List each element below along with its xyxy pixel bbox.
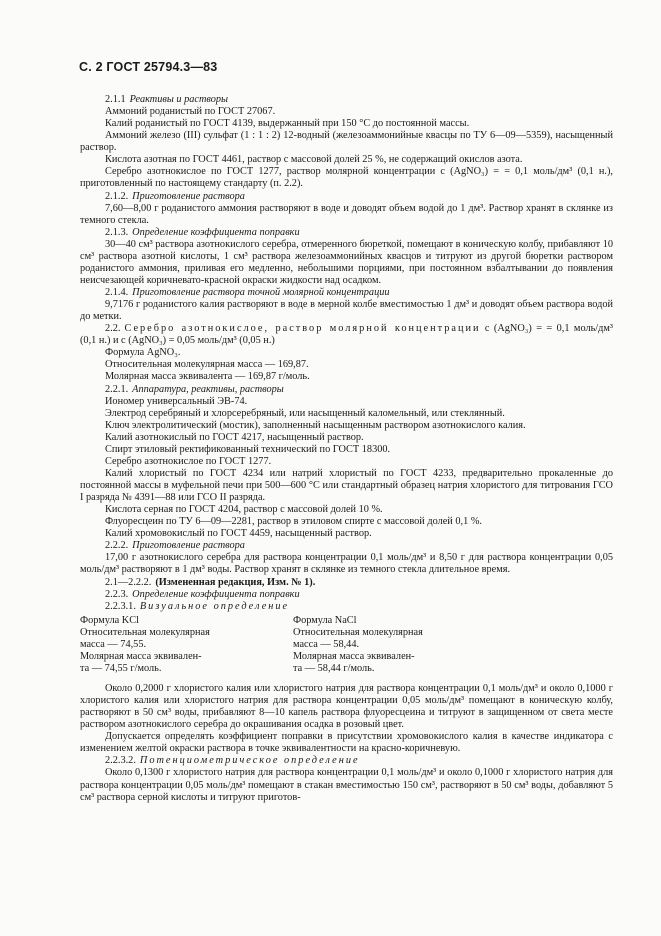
paragraph: Молярная масса эквивалента — 169,87 г/моль. bbox=[105, 371, 310, 383]
section-title: Определение коэффициента поправки bbox=[132, 226, 300, 238]
paragraph: Калий хлористый по ГОСТ 4234 или натрий хлористый по ГОСТ 4233, предварительно прокаленные до постоянной массы в муфельной печи при 500—600 °С или стандартный образец натрия хлористого для титрования ГСО I разряда № 4391—88 или ГСО II разряда. bbox=[80, 467, 613, 504]
paragraph: Калий азотнокислый по ГОСТ 4217, насыщенный раствор. bbox=[105, 431, 364, 443]
paragraph: 9,7176 г роданистого калия растворяют в воде в мерной колбе вместимостью 1 дм³ и доводят объем раствора водой до метки. bbox=[80, 299, 613, 323]
paragraph: Около 0,2000 г хлористого калия или хлористого натрия для раствора концентрации 0,1 моль/дм³ и около 0,1000 г хлористого калия или хлористого натрия для раствора концентрации 0,05 моль/дм³ помещают в коническую колбу, растворяют в 50 см³ воды, прибавляют 8—10 капель раствора флуоресцеина и титруют в защищенном от света месте раствором азотнокислого серебра до окрашивания осадка в розовый цвет. bbox=[80, 683, 613, 731]
kcl-line: Относительная молекулярная bbox=[80, 626, 210, 638]
section-number: 2.2.3. bbox=[105, 588, 129, 600]
paragraph: Около 0,1300 г хлористого натрия для раствора концентрации 0,1 моль/дм³ и около 0,1000 г хлористого натрия для раствора концентрации 0,05 моль/дм³ помещают в стакан вместимостью 150 см³, растворяют в 50 см³ воды, добавляют 5 см³ раствора серной кислоты и титруют приготов- bbox=[80, 767, 613, 803]
section-title: Определение коэффициента поправки bbox=[132, 588, 300, 600]
paragraph: Флуоресцеин по ТУ 6—09—2281, раствор в этиловом спирте с массовой долей 0,1 %. bbox=[105, 516, 482, 528]
section-2-1-4 bbox=[80, 287, 613, 299]
paragraph: Иономер универсальный ЭВ-74. bbox=[105, 395, 248, 407]
paragraph: Электрод серебряный и хлорсеребряный, или насыщенный каломельный, или стеклянный. bbox=[105, 407, 505, 419]
kcl-line: Молярная масса эквивален- bbox=[80, 650, 202, 662]
section-2-2 bbox=[80, 323, 613, 347]
section-number: 2.1.3. bbox=[105, 226, 129, 238]
heading-2-2-3 bbox=[80, 589, 613, 601]
section-number: 2.1—2.2.2. bbox=[105, 576, 152, 588]
paragraph: Относительная молекулярная масса — 169,87. bbox=[105, 359, 309, 371]
section-title: Аппаратура, реактивы, растворы bbox=[132, 383, 284, 395]
paragraph: Серебро азотнокислое по ГОСТ 1277, раствор молярной концентрации c (AgNO₃) = = 0,1 моль/дм³ (0,1 н.), приготовленный по настоящему стандарту (п. 2.2). bbox=[80, 166, 613, 190]
paragraph: Серебро азотнокислое по ГОСТ 1277. bbox=[105, 455, 272, 467]
section-number: 2.2. bbox=[105, 323, 121, 335]
nacl-line: Относительная молекулярная bbox=[293, 626, 423, 638]
heading-2-2-3-2 bbox=[80, 755, 613, 767]
section-title: Приготовление раствора точной молярной концентрации bbox=[132, 287, 390, 298]
paragraph: Допускается определять коэффициент поправки в присутствии хромовокислого калия в качестве индикатора с изменением желтой окраски раствора в точке эквивалентности на красно-коричневую. bbox=[80, 731, 613, 755]
section-number: 2.1.2. bbox=[105, 190, 129, 202]
section-title: Потенциометрическое определение bbox=[139, 755, 360, 767]
section-title: Визуальное определение bbox=[139, 600, 290, 612]
section-title: Приготовление раствора bbox=[132, 190, 245, 202]
heading-2-2-2 bbox=[80, 540, 613, 552]
kcl-line: та — 74,55 г/моль. bbox=[80, 662, 162, 674]
nacl-column bbox=[293, 615, 506, 675]
paragraph: 7,60—8,00 г роданистого аммония растворяют в воде и доводят объем водой до 1 дм³. Раствор хранят в склянке из темного стекла. bbox=[80, 202, 613, 226]
kcl-line: Формула KCl bbox=[80, 614, 139, 626]
page-header: С. 2 ГОСТ 25794.3—83 bbox=[79, 60, 218, 74]
paragraph: Кислота серная по ГОСТ 4204, раствор с массовой долей 10 %. bbox=[105, 504, 383, 516]
formula-text: c (AgNO₃) = = 0,1 моль/дм³ (0,1 н.) и c (AgNO₃) = 0,05 моль/дм³ (0,05 н.) bbox=[80, 323, 613, 347]
paragraph: 17,00 г азотнокислого серебра для раствора концентрации 0,1 моль/дм³ и 8,50 г для раствора концентрации 0,05 моль/дм³ растворяют в 1 дм³ воды. Раствор хранят в склянке из темного стекла длительное время. bbox=[80, 552, 613, 576]
section-title: Реактивы и растворы bbox=[129, 94, 229, 105]
paragraph: Аммоний роданистый по ГОСТ 27067. bbox=[105, 106, 276, 118]
edit-note-text: (Измененная редакция, Изм. № 1). bbox=[155, 576, 316, 588]
reagent-columns bbox=[80, 615, 613, 675]
section-title: Приготовление раствора bbox=[132, 540, 245, 552]
heading-2-1-1 bbox=[80, 94, 613, 106]
nacl-line: Молярная масса эквивален- bbox=[293, 650, 415, 662]
nacl-line: Формула NaCl bbox=[293, 614, 357, 626]
section-number: 2.2.3.1. bbox=[105, 600, 136, 612]
edit-note bbox=[80, 577, 613, 589]
section-number: 2.1.1 bbox=[105, 94, 126, 105]
paragraph: Спирт этиловый ректификованный технический по ГОСТ 18300. bbox=[105, 443, 391, 455]
document-body bbox=[80, 94, 613, 804]
nacl-line: масса — 58,44. bbox=[293, 638, 360, 650]
paragraph: Формула AgNO₃. bbox=[105, 347, 181, 359]
paragraph: Калий хромовокислый по ГОСТ 4459, насыщенный раствор. bbox=[105, 528, 372, 540]
paragraph: Кислота азотная по ГОСТ 4461, раствор с массовой долей 25 %, не содержащий окислов азота. bbox=[105, 154, 523, 166]
section-title: Серебро азотнокислое, раствор молярной концентрации bbox=[124, 323, 481, 335]
paragraph: Аммоний железо (III) сульфат (1 : 1 : 2) 12-водный (железоаммонийные квасцы по ТУ 6—09—5359), насыщенный раствор. bbox=[80, 130, 613, 154]
nacl-line: та — 58,44 г/моль. bbox=[293, 662, 375, 674]
kcl-line: масса — 74,55. bbox=[80, 638, 147, 650]
paragraph: Калий роданистый по ГОСТ 4139, выдержанный при 150 °С до постоянной массы. bbox=[105, 118, 470, 130]
paragraph: 30—40 см³ раствора азотнокислого серебра, отмеренного бюреткой, помещают в коническую колбу, прибавляют 10 см³ раствора азотной кислоты, 1 см³ раствора железоаммонийных квасцов и титруют из другой бюретки раствором роданистого аммония, приливая его медленно, небольшими порциями, при постоянном взбалтывании до появления неисчезающей коричневато-красной окраски жидкости над осадком. bbox=[80, 238, 613, 286]
heading-2-2-3-1 bbox=[80, 601, 613, 613]
section-number: 2.1.4. bbox=[105, 287, 129, 298]
section-number: 2.2.2. bbox=[105, 540, 129, 552]
heading-2-1-3 bbox=[80, 227, 613, 239]
paragraph: Ключ электролитический (мостик), заполненный насыщенным раствором азотнокислого калия. bbox=[105, 419, 526, 431]
section-number: 2.2.3.2. bbox=[105, 755, 136, 767]
kcl-column bbox=[80, 615, 293, 675]
heading-2-1-2 bbox=[80, 191, 613, 203]
heading-2-2-1 bbox=[80, 384, 613, 396]
section-number: 2.2.1. bbox=[105, 383, 129, 395]
